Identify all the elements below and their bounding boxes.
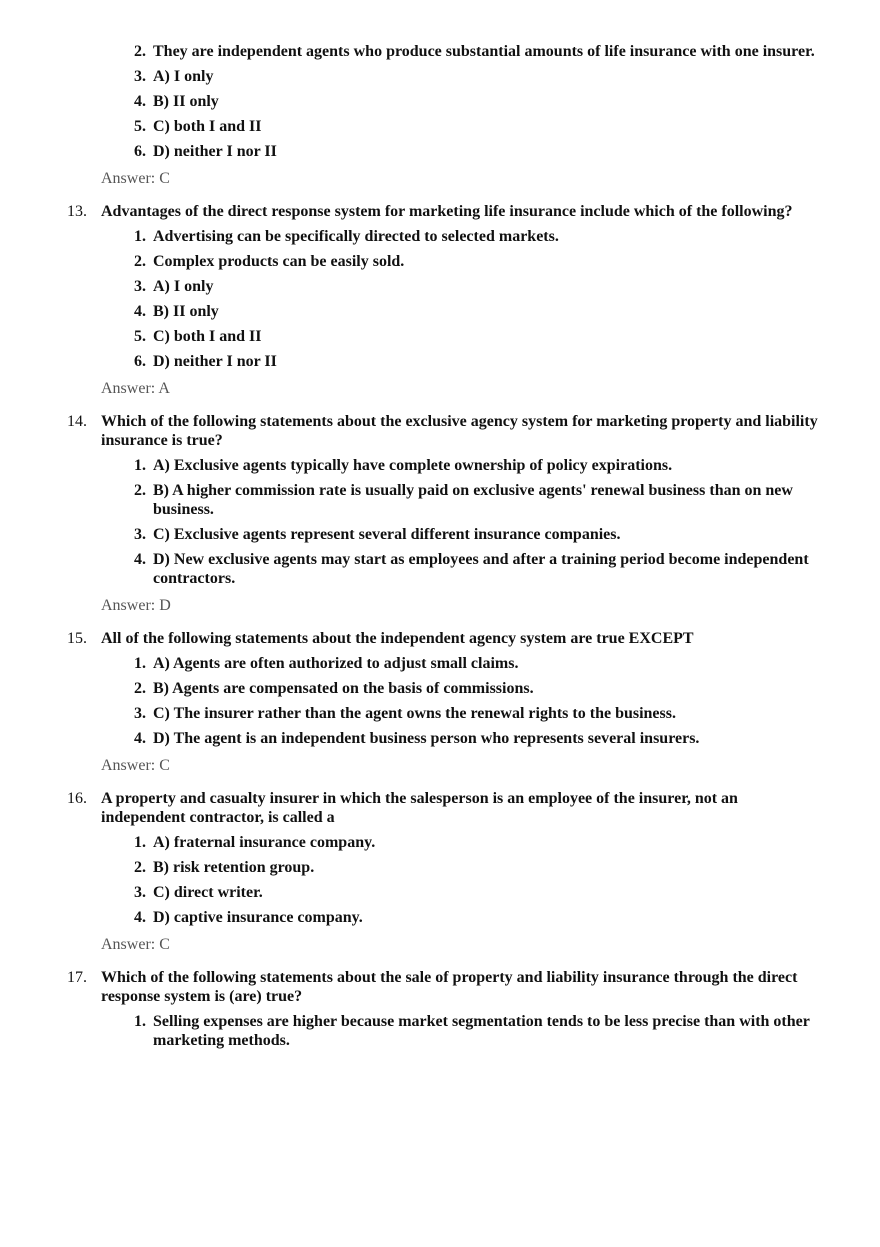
option-number: 4. xyxy=(134,730,146,747)
option-text: D) New exclusive agents may start as employees and after a training period become independent contractors. xyxy=(153,551,809,587)
option-text: A) Exclusive agents typically have complete ownership of policy expirations. xyxy=(153,457,673,474)
option-item xyxy=(0,227,880,246)
option-list xyxy=(0,227,880,371)
option-item xyxy=(0,252,880,271)
option-text: Selling expenses are higher because market segmentation tends to be less precise than with other marketing methods. xyxy=(153,1013,810,1049)
option-item xyxy=(0,858,880,877)
option-text: D) captive insurance company. xyxy=(153,909,363,926)
option-text: D) neither I nor II xyxy=(153,353,277,370)
option-number: 3. xyxy=(134,526,146,543)
option-number: 5. xyxy=(134,118,146,135)
option-text: A) I only xyxy=(153,68,214,85)
option-list xyxy=(0,42,880,161)
question-text: A property and casualty insurer in which the salesperson is an employee of the insurer, not an independent contractor, is called a xyxy=(101,790,738,826)
option-list xyxy=(0,456,880,588)
option-number: 3. xyxy=(134,278,146,295)
option-text: A) fraternal insurance company. xyxy=(153,834,376,851)
question-text: All of the following statements about the independent agency system are true EXCEPT xyxy=(101,630,694,647)
option-number: 2. xyxy=(134,482,146,499)
answer-text: Answer: C xyxy=(101,170,170,187)
option-text: C) both I and II xyxy=(153,118,262,135)
question-number: 15. xyxy=(67,630,87,647)
option-item xyxy=(0,550,880,588)
option-number: 1. xyxy=(134,457,146,474)
option-number: 4. xyxy=(134,909,146,926)
option-list xyxy=(0,1012,880,1050)
option-text: Advertising can be specifically directed to selected markets. xyxy=(153,228,559,245)
option-item xyxy=(0,302,880,321)
option-item xyxy=(0,327,880,346)
answer-text: Answer: A xyxy=(101,380,170,397)
question-text: Advantages of the direct response system for marketing life insurance include which of the following? xyxy=(101,203,793,220)
option-number: 4. xyxy=(134,93,146,110)
option-item xyxy=(0,42,880,61)
option-item xyxy=(0,525,880,544)
option-text: Complex products can be easily sold. xyxy=(153,253,405,270)
option-number: 1. xyxy=(134,1013,146,1030)
option-list xyxy=(0,654,880,748)
option-text: B) II only xyxy=(153,93,219,110)
option-list xyxy=(0,833,880,927)
question-text: Which of the following statements about the sale of property and liability insurance through the direct response system is (are) true? xyxy=(101,969,798,1005)
answer-text: Answer: C xyxy=(101,757,170,774)
option-number: 1. xyxy=(134,834,146,851)
option-item xyxy=(0,679,880,698)
option-item xyxy=(0,883,880,902)
option-text: C) both I and II xyxy=(153,328,262,345)
option-text: C) direct writer. xyxy=(153,884,263,901)
option-item xyxy=(0,729,880,748)
option-item xyxy=(0,456,880,475)
question-block xyxy=(0,202,880,398)
question-text: Which of the following statements about the exclusive agency system for marketing property and liability insurance is true? xyxy=(101,413,818,449)
option-text: B) risk retention group. xyxy=(153,859,315,876)
option-number: 2. xyxy=(134,680,146,697)
option-number: 5. xyxy=(134,328,146,345)
question-block xyxy=(0,42,880,188)
option-item xyxy=(0,704,880,723)
question-number: 14. xyxy=(67,413,87,430)
option-number: 4. xyxy=(134,303,146,320)
option-text: They are independent agents who produce substantial amounts of life insurance with one insurer. xyxy=(153,43,815,60)
option-item xyxy=(0,142,880,161)
option-number: 1. xyxy=(134,655,146,672)
option-text: B) Agents are compensated on the basis of commissions. xyxy=(153,680,534,697)
option-item xyxy=(0,67,880,86)
option-item xyxy=(0,352,880,371)
question-block xyxy=(0,412,880,615)
option-number: 3. xyxy=(134,705,146,722)
option-item xyxy=(0,1012,880,1050)
option-item xyxy=(0,908,880,927)
option-item xyxy=(0,481,880,519)
option-number: 3. xyxy=(134,68,146,85)
question-number: 17. xyxy=(67,969,87,986)
option-number: 6. xyxy=(134,143,146,160)
question-block xyxy=(0,968,880,1050)
option-item xyxy=(0,92,880,111)
option-number: 2. xyxy=(134,253,146,270)
question-block xyxy=(0,789,880,954)
option-number: 4. xyxy=(134,551,146,568)
answer-text: Answer: D xyxy=(101,597,171,614)
answer-text: Answer: C xyxy=(101,936,170,953)
option-text: A) Agents are often authorized to adjust small claims. xyxy=(153,655,519,672)
option-text: B) II only xyxy=(153,303,219,320)
option-text: B) A higher commission rate is usually paid on exclusive agents' renewal business than on new business. xyxy=(153,482,793,518)
option-text: D) neither I nor II xyxy=(153,143,277,160)
option-number: 2. xyxy=(134,43,146,60)
document-page xyxy=(0,42,880,1050)
option-number: 3. xyxy=(134,884,146,901)
option-number: 2. xyxy=(134,859,146,876)
option-item xyxy=(0,654,880,673)
option-text: C) Exclusive agents represent several different insurance companies. xyxy=(153,526,621,543)
question-number: 13. xyxy=(67,203,87,220)
option-item xyxy=(0,117,880,136)
option-item xyxy=(0,277,880,296)
question-number: 16. xyxy=(67,790,87,807)
option-text: D) The agent is an independent business person who represents several insurers. xyxy=(153,730,700,747)
option-text: C) The insurer rather than the agent owns the renewal rights to the business. xyxy=(153,705,676,722)
option-number: 1. xyxy=(134,228,146,245)
question-block xyxy=(0,629,880,775)
option-number: 6. xyxy=(134,353,146,370)
option-text: A) I only xyxy=(153,278,214,295)
option-item xyxy=(0,833,880,852)
